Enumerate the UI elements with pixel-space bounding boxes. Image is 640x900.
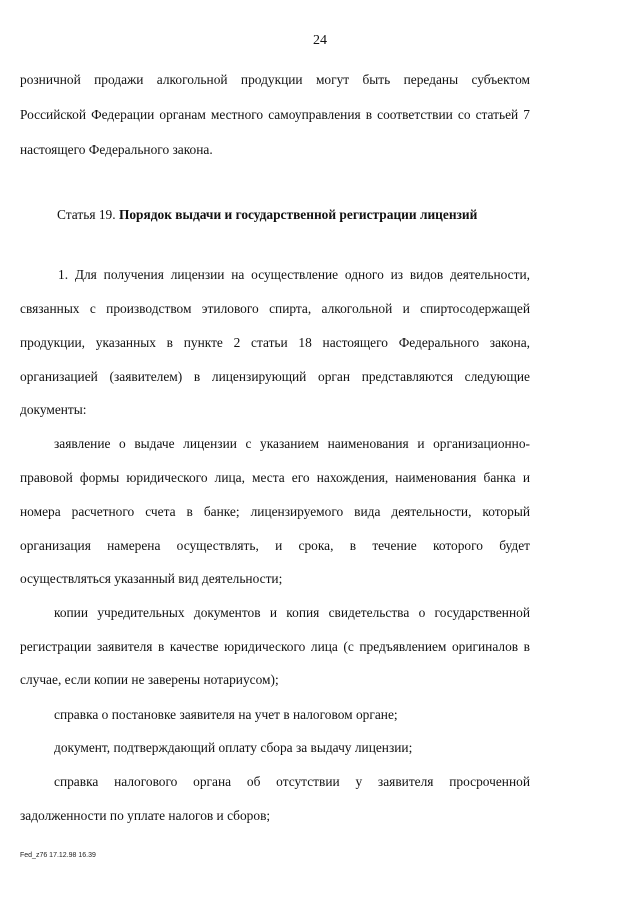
paragraph-4-line-3: случае, если копии не заверены нотариусом);	[20, 672, 279, 687]
paragraph-7-line-1: справка налогового органа об отсутствии у заявителя просроченной	[54, 774, 530, 789]
paragraph-4-line-1: копии учредительных документов и копия свидетельства о государственной	[54, 605, 530, 620]
paragraph-2-line-4: организацией (заявителем) в лицензирующий орган представляются следующие	[20, 369, 530, 384]
paragraph-7-line-2: задолженности по уплате налогов и сборов;	[20, 808, 271, 823]
paragraph-1-line-1: розничной продажи алкогольной продукции могут быть переданы субъектом	[20, 72, 530, 87]
article-heading-prefix: Статья 19.	[57, 207, 116, 222]
article-heading	[57, 207, 567, 223]
paragraph-4-line-2: регистрации заявителя в качестве юридического лица (с предъявлением оригиналов в	[20, 639, 530, 654]
paragraph-3-line-5: осуществляться указанный вид деятельности;	[20, 571, 283, 586]
paragraph-6-line-1: документ, подтверждающий оплату сбора за выдачу лицензии;	[54, 740, 413, 755]
paragraph-1-line-2: Российской Федерации органам местного самоуправления в соответствии со статьей 7	[20, 107, 530, 122]
paragraph-2-line-5: документы:	[20, 402, 87, 417]
paragraph-2-line-3: продукции, указанных в пункте 2 статьи 18 настоящего Федерального закона,	[20, 335, 530, 350]
paragraph-3-line-2: правовой формы юридического лица, места его нахождения, наименования банка и	[20, 470, 530, 485]
paragraph-5-line-1: справка о постановке заявителя на учет в налоговом органе;	[54, 707, 398, 722]
article-heading-title: Порядок выдачи и государственной регистрации лицензий	[118, 207, 478, 222]
page-number: 24	[313, 33, 327, 48]
paragraph-3-line-4: организация намерена осуществлять, и срока, в течение которого будет	[20, 538, 530, 553]
footer-file-stamp: Fed_z76 17.12.98 16.39	[20, 852, 96, 859]
paragraph-3-line-3: номера расчетного счета в банке; лицензируемого вида деятельности, который	[20, 504, 530, 519]
paragraph-3-line-1: заявление о выдаче лицензии с указанием наименования и организационно-	[54, 436, 530, 451]
paragraph-2-line-1: 1. Для получения лицензии на осуществление одного из видов деятельности,	[58, 267, 530, 282]
paragraph-2-line-2: связанных с производством этилового спирта, алкогольной и спиртосодержащей	[20, 301, 530, 316]
paragraph-1-line-3: настоящего Федерального закона.	[20, 142, 213, 157]
